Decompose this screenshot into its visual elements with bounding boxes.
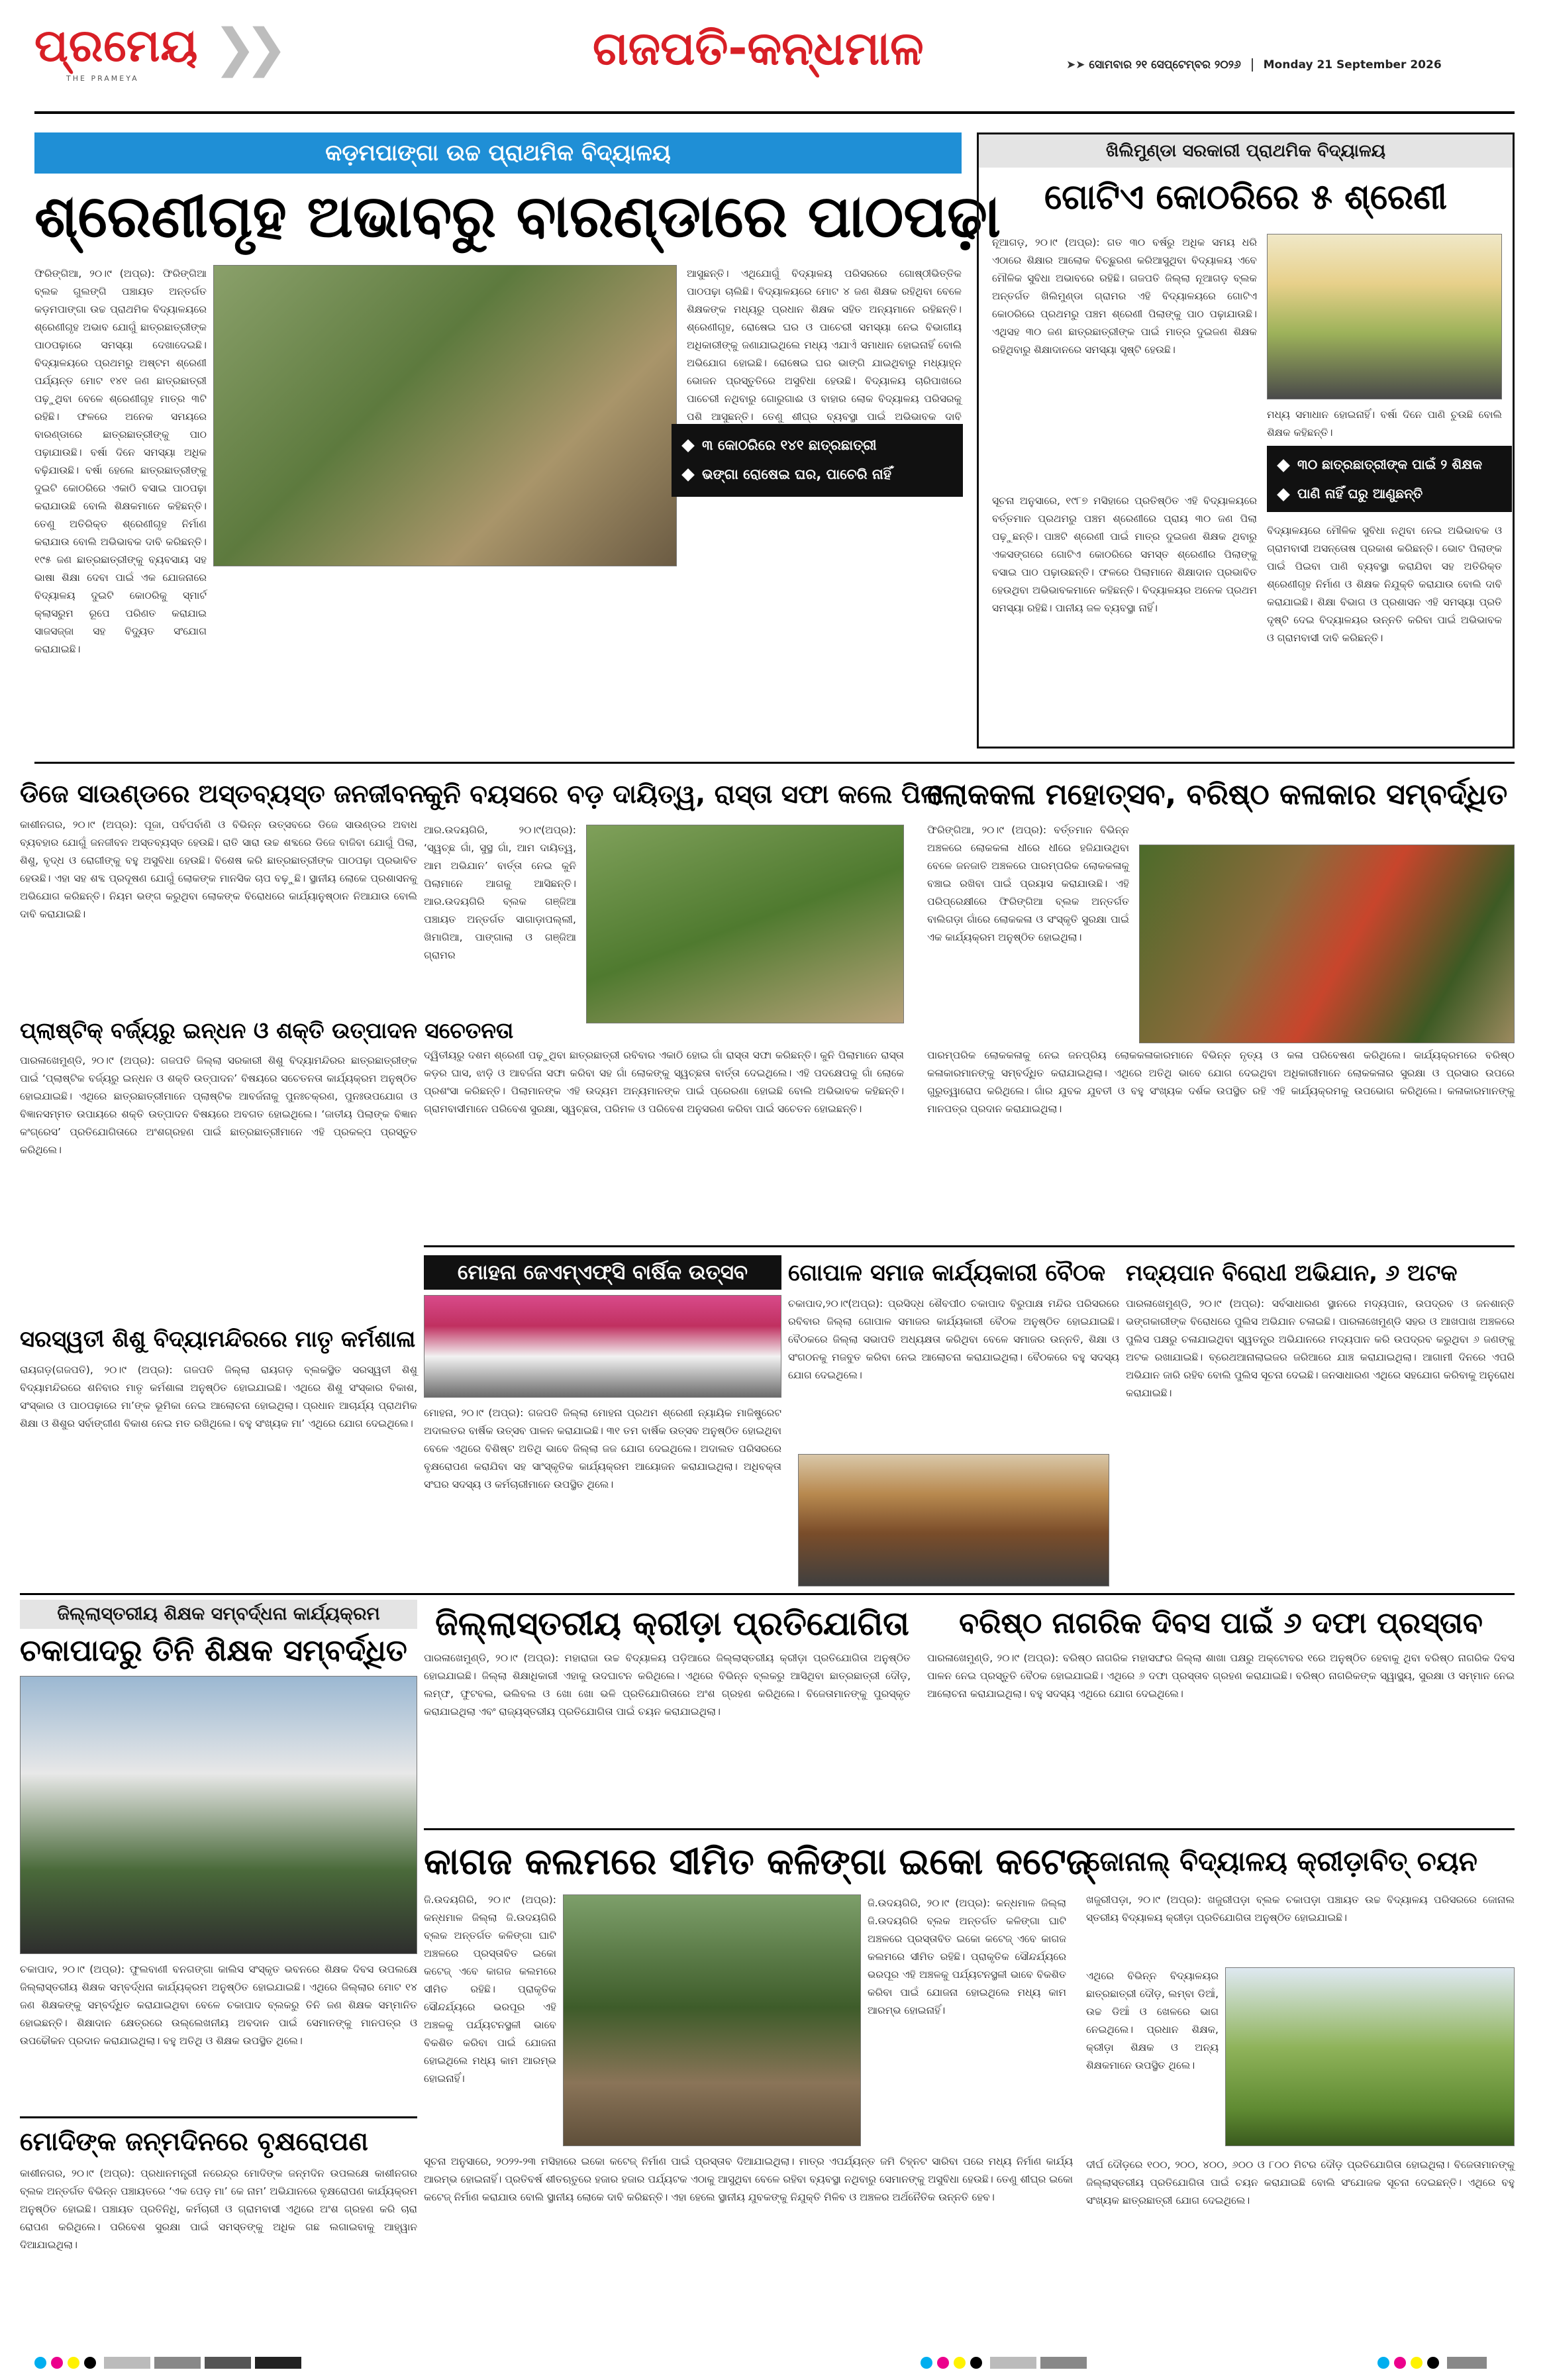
footer-registration-left [34,2357,305,2371]
lead-kicker: କଡ଼ମପାଙ୍ଗା ଉଚ୍ଚ ପ୍ରାଥମିକ ବିଦ୍ୟାଳୟ [34,132,962,174]
side-text-col1: ନୂଆଗଡ଼, ୨୦।୯ (ଅପ୍ର): ଗତ ୩୦ ବର୍ଷରୁ ଅଧିକ ସମୟ ଧରି ଏଠାରେ ଶିକ୍ଷାର ଆଲୋକ ବିଚ୍ଛୁରଣ କରିଆସୁଥିବା ବିଦ୍ୟାଳୟ ଏବେ ମୌଳିକ ସୁବିଧା ଅଭାବରେ ରହିଛି। ଗଜପତି ଜିଲ୍ଲା ନୂଆଗଡ଼ ବ୍ଲକ ଅନ୍ତର୍ଗତ ଖିଲିମୁଣ୍ଡା ଗ୍ରାମର ଏହି ବିଦ୍ୟାଳୟରେ ଗୋଟିଏ କୋଠରିରେ ପ୍ରଥମରୁ ପଞ୍ଚମ ଶ୍ରେଣୀ ପିଲାଙ୍କୁ ପାଠ ପଢ଼ାଯାଉଛି। ଏଥିସହ ୩୦ ଜଣ ଛାତ୍ରଛାତ୍ରୀଙ୍କ ପାଇଁ ମାତ୍ର ଦୁଇଜଣ ଶିକ୍ଷକ ରହିଥିବାରୁ ଶିକ୍ଷାଦାନରେ ସମସ୍ୟା ସୃଷ୍ଟି ହେଉଛି। [992,236,1257,356]
eco-cottage-text-left: ଜି.ଉଦୟଗିରି, ୨୦।୯ (ଅପ୍ର): କନ୍ଧମାଳ ଜିଲ୍ଲା ଜି.ଉଦୟଗିରି ବ୍ଲକ ଅନ୍ତର୍ଗତ କଳିଙ୍ଗା ଘାଟି ଅଞ୍ଚଳରେ ପ୍ରସ୍ତାବିତ ଇକୋ କଟେଜ୍ ଏବେ କାଗଜ କଲମରେ ସୀମିତ ରହିଛି। ପ୍ରାକୃତିକ ସୌନ୍ଦର୍ଯ୍ୟରେ ଭରପୂର ଏହି ଅଞ୍ଚଳକୁ ପର୍ଯ୍ୟଟନସ୍ଥଳୀ ଭାବେ ବିକଶିତ କରିବା ପାଇଁ ଯୋଜନା ହୋଇଥିଲେ ମଧ୍ୟ କାମ ଆରମ୍ଭ ହୋଇନାହିଁ। [424,1894,556,2085]
side-text-col3: ସୂଚନା ଅନୁସାରେ, ୧୯୮୭ ମସିହାରେ ପ୍ରତିଷ୍ଠିତ ଏହି ବିଦ୍ୟାଳୟରେ ବର୍ତ୍ତମାନ ପ୍ରଥମରୁ ପଞ୍ଚମ ଶ୍ରେଣୀରେ ପ୍ରାୟ ୩୦ ଜଣ ପିଲା ପଢ଼ୁଛନ୍ତି। ପାଞ୍ଚଟି ଶ୍ରେଣୀ ପାଇଁ ମାତ୍ର ଦୁଇଜଣ ଶିକ୍ଷକ ଥିବାରୁ ଏକସଙ୍ଗରେ ଗୋଟିଏ କୋଠରିରେ ସମସ୍ତ ଶ୍ରେଣୀର ପିଲାଙ୍କୁ ବସାଇ ପାଠ ପଢ଼ାଉଛନ୍ତି। ଫଳରେ ପିଲାମାନେ ଶିକ୍ଷାଦାନ ପ୍ରଭାବିତ ହେଉଥିବା ଅଭିଭାବକମାନେ କହିଛନ୍ତି। ବିଦ୍ୟାଳୟର ଅନେକ ପ୍ରଥମ ସମସ୍ୟା ରହିଛି। ପାନୀୟ ଜଳ ବ୍ୟବସ୍ଥା ନାହିଁ। [992,495,1257,614]
gopal-text: ଚକାପାଦ,୨୦।୯(ଅପ୍ର): ପ୍ରସିଦ୍ଧ ଶୈବପୀଠ ଚକାପାଦ ବିରୁପାକ୍ଷ ମନ୍ଦିର ପରିସରରେ ରବିବାର ଜିଲ୍ଲା ଗୋପାଳ ସମାଜର କାର୍ଯ୍ୟକାରୀ ବୈଠକ ଅନୁଷ୍ଠିତ ହୋଇଯାଇଛି। ବୈଠକରେ ଜିଲ୍ଲା ସଭାପତି ଅଧ୍ୟକ୍ଷତା କରିଥିବା ବେଳେ ସମାଜର ଉନ୍ନତି, ଶିକ୍ଷା ଓ ସଂଗଠନକୁ ମଜବୁତ କରିବା ନେଇ ଆଲୋଚନା କରାଯାଇଥିଲା। ବୈଠକରେ ବହୁ ସଦସ୍ୟ ଯୋଗ ଦେଇଥିଲେ। [788,1298,1119,1381]
eco-cottage-text-bottom: ସୂଚନା ଅନୁସାରେ, ୨୦୨୨-୨୩ ମସିହାରେ ଇକୋ କଟେଜ୍ ନିର୍ମାଣ ପାଇଁ ପ୍ରସ୍ତାବ ଦିଆଯାଇଥିଲା। ମାତ୍ର ଏପର୍ଯ୍ୟନ୍ତ ଜମି ଚିହ୍ନଟ ସାରିବା ପରେ ମଧ୍ୟ ନିର୍ମାଣ କାର୍ଯ୍ୟ ଆରମ୍ଭ ହୋଇନାହିଁ। ପ୍ରତିବର୍ଷ ଶୀତଋତୁରେ ହଜାର ହଜାର ପର୍ଯ୍ୟଟକ ଏଠାକୁ ଆସୁଥିବା ବେଳେ ରହିବା ବ୍ୟବସ୍ଥା ନଥିବାରୁ ସେମାନଙ୍କୁ ଅସୁବିଧା ହେଉଛି। ତେଣୁ ଶୀଘ୍ର ଇକୋ କଟେଜ୍ ନିର୍ମାଣ କରାଯାଉ ବୋଲି ସ୍ଥାନୀୟ ଲୋକେ ଦାବି କରିଛନ୍ତି। ଏହା ହେଲେ ସ୍ଥାନୀୟ ଯୁବକଙ୍କୁ ନିଯୁକ୍ତି ମିଳିବ ଓ ଅଞ୍ଚଳର ଅର୍ଥନୈତିକ ଉନ୍ନତି ହେବ। [424,2155,1073,2203]
tree-plant-headline: ମୋଦିଙ୍କ ଜନ୍ମଦିନରେ ବୃକ୍ଷରୋପଣ [20,2127,368,2157]
sports-headline: ଜିଲ୍ଲାସ୍ତରୀୟ କ୍ରୀଡ଼ା ପ୍ରତିଯୋଗିତା [435,1604,909,1643]
kids-clean-text-bottom: ଦ୍ୱିତୀୟରୁ ଦଶମ ଶ୍ରେଣୀ ପଢ଼ୁଥିବା ଛାତ୍ରଛାତ୍ରୀ ରବିବାର ଏକାଠି ହୋଇ ଗାଁ ରାସ୍ତା ସଫା କରିଛନ୍ତି। କୁନି ପିଲାମାନେ ରାସ୍ତା କଡ଼ର ଘାସ, ଝାଡ଼ି ଓ ଆବର୍ଜନା ସଫା କରିବା ସହ ଗାଁ ଲୋକଙ୍କୁ ସ୍ୱଚ୍ଛତା ବାର୍ତ୍ତା ଦେଇଥିଲେ। ଏହି ପଦକ୍ଷେପକୁ ଗାଁ ଲୋକେ ପ୍ରଶଂସା କରିଛନ୍ତି। ପିଲାମାନଙ୍କ ଏହି ଉଦ୍ୟମ ଅନ୍ୟମାନଙ୍କ ପାଇଁ ପ୍ରେରଣା ହୋଇଛି ବୋଲି ଅଭିଭାବକ କହିଛନ୍ତି। ଗ୍ରାମବାସୀମାନେ ପରିବେଶ ସୁରକ୍ଷା, ସ୍ୱଚ୍ଛତା, ପରିମଳ ଓ ପରିବେଶ ଅନୁସରଣ କରିବା ପାଇଁ ସଚେତନ ହୋଇଛନ୍ତି। [424,1049,904,1115]
jmfc-photo [424,1295,781,1398]
lead-highlight-1: ୩ କୋଠରିରେ ୧୪୧ ଛାତ୍ରଛାତ୍ରୀ [672,431,963,460]
masthead-rule [34,111,1515,114]
section-rule-4 [424,1828,1515,1830]
date-english: Monday 21 September 2026 [1263,58,1442,72]
teacher-photo [20,1676,417,1954]
teacher-text: ଚକାପାଦ, ୨୦।୯ (ଅପ୍ର): ଫୁଲବାଣୀ ବନଗଙ୍ଗା କାଲିସ ସଂସ୍କୃତ ଭବନରେ ଶିକ୍ଷକ ଦିବସ ଉପଲକ୍ଷେ ଜିଲ୍ଲାସ୍ତରୀୟ ଶିକ୍ଷକ ସମ୍ବର୍ଦ୍ଧନା କାର୍ଯ୍ୟକ୍ରମ ଅନୁଷ୍ଠିତ ହୋଇଯାଇଛି। ଏଥିରେ ଜିଲ୍ଲାର ମୋଟ ୧୪ ଜଣ ଶିକ୍ଷକଙ୍କୁ ସମ୍ବର୍ଦ୍ଧିତ କରାଯାଇଥିବା ବେଳେ ଚକାପାଦ ବ୍ଲକରୁ ତିନି ଜଣ ଶିକ୍ଷକ ସମ୍ମାନିତ ହୋଇଛନ୍ତି। ଶିକ୍ଷାଦାନ କ୍ଷେତ୍ରରେ ଉଲ୍ଲେଖନୀୟ ଅବଦାନ ପାଇଁ ସେମାନଙ୍କୁ ମାନପତ୍ର ଓ ଉପଢୌକନ ପ୍ରଦାନ କରାଯାଇଥିଲା। ବହୁ ଅତିଥି ଓ ଶିକ୍ଷକ ଉପସ୍ଥିତ ଥିଲେ। [20,1963,417,2047]
kids-clean-text-left: ଆର.ଉଦୟଗିରି, ୨୦।୯(ଅପ୍ର): ‘ସ୍ୱଚ୍ଛ ଗାଁ, ସୁସ୍ଥ ଗାଁ, ଆମ ଦାୟିତ୍ୱ, ଆମ ଅଭିଯାନ’ ବାର୍ତ୍ତା ନେଇ କୁନି ପିଲାମାନେ ଆଗକୁ ଆସିଛନ୍ତି। ଆର.ଉଦୟଗିରି ବ୍ଲକ ଗଞ୍ଜିଆ ପଞ୍ଚାୟତ ଅନ୍ତର୍ଗତ ସାଗାଡ଼ାପଲ୍ଲୀ, ଖିମାଗିଆ, ପାଙ୍ଗାଲା ଓ ଗଞ୍ଜିଆ ଗ୍ରାମର [424,824,576,961]
workshop-text: ରାୟଗଡ଼(ଗଜପତି), ୨୦।୯ (ଅପ୍ର): ଗଜପତି ଜିଲ୍ଲା ରାୟଗଡ଼ ବ୍ଲକସ୍ଥିତ ସରସ୍ୱତୀ ଶିଶୁ ବିଦ୍ୟାମନ୍ଦିରରେ ଶନିବାର ମାତୃ କର୍ମଶାଳା ଅନୁଷ୍ଠିତ ହୋଇଯାଇଛି। ଏଥିରେ ଶିଶୁ ସଂସ୍କାର ବିକାଶ, ସଂସ୍କାର ଓ ପାଠପଢ଼ାରେ ମା’ଙ୍କ ଭୂମିକା ନେଇ ଆଲୋଚନା ହୋଇଥିଲା। ପ୍ରଧାନ ଆଚାର୍ଯ୍ୟ ପ୍ରାଥମିକ ଶିକ୍ଷା ଓ ଶିଶୁର ସର୍ବାଙ୍ଗୀଣ ବିକାଶ ନେଇ ମତ ରଖିଥିଲେ। ବହୁ ସଂଖ୍ୟକ ମା’ ଏଥିରେ ଯୋଗ ଦେଇଥିଲେ। [20,1364,417,1429]
folk-art-text-bottom: ପାରମ୍ପରିକ ଲୋକକଳାକୁ ନେଇ ଜନପ୍ରିୟ ଲୋକକଳାକାରମାନେ ବିଭିନ୍ନ ନୃତ୍ୟ ଓ କଳା ପରିବେଷଣ କରିଥିଲେ। କାର୍ଯ୍ୟକ୍ରମରେ ବରିଷ୍ଠ କଳାକାରମାନଙ୍କୁ ସମ୍ବର୍ଦ୍ଧିତ କରାଯାଇଥିଲା। ଏଥିରେ ଅତିଥି ଭାବେ ଯୋଗ ଦେଇଥିବା ଅଧିକାରୀମାନେ ଲୋକକଳାର ସୁରକ୍ଷା ଓ ପ୍ରସାର ଉପରେ ଗୁରୁତ୍ୱାରୋପ କରିଥିଲେ। ଗାଁର ଯୁବକ ଯୁବତୀ ଓ ବହୁ ସଂଖ୍ୟକ ଦର୍ଶକ ଉପସ୍ଥିତ ରହି ଏହି କାର୍ଯ୍ୟକ୍ରମକୁ ଉପଭୋଗ କରିଥିଲେ। କଳାକାରମାନଙ୍କୁ ମାନପତ୍ର ପ୍ରଦାନ କରାଯାଇଥିଲା। [927,1049,1515,1115]
gopal-headline: ଗୋପାଳ ସମାଜ କାର୍ଯ୍ୟକାରୀ ବୈଠକ [788,1260,1106,1286]
zonal-sports-photo [1225,1967,1515,2146]
liquor-text: ପାରଳାଖେମୁଣ୍ଡି, ୨୦।୯ (ଅପ୍ର): ସର୍ବସାଧାରଣ ସ୍ଥାନରେ ମଦ୍ୟପାନ, ଉପଦ୍ରବ ଓ ଜନଶାନ୍ତି ଭଙ୍ଗକାରୀଙ୍କ ବିରୋଧରେ ପୁଲିସ ଅଭିଯାନ ଚଳାଇଛି। ପାରଳାଖେମୁଣ୍ଡି ସହର ଓ ଆଖପାଖ ଅଞ୍ଚଳରେ ପୁଲିସ ପକ୍ଷରୁ ଚଳାଯାଇଥିବା ସ୍ୱତନ୍ତ୍ର ଅଭିଯାନରେ ମଦ୍ୟପାନ କରି ଉପଦ୍ରବ କରୁଥିବା ୬ ଜଣଙ୍କୁ ଅଟକ ରଖାଯାଇଛି। ବ୍ରେଥଆନାଲାଇଜର ଜରିଆରେ ଯାଞ୍ଚ କରାଯାଇଥିଲା। ଆଗାମୀ ଦିନରେ ଏପରି ଅଭିଯାନ ଜାରି ରହିବ ବୋଲି ପୁଲିସ ସୂଚନା ଦେଇଛି। ଜନସାଧାରଣ ଏଥିରେ ସହଯୋଗ କରିବାକୁ ଅନୁରୋଧ କରାଯାଇଛି। [1126,1298,1515,1399]
masthead-region: ଗଜପତି-କନ୍ଧମାଳ [593,21,924,76]
masthead-logo-sub: THE PRAMEYA [66,74,139,83]
masthead [0,0,1549,123]
side-text-col2: ମଧ୍ୟ ସମାଧାନ ହୋଇନାହିଁ। ବର୍ଷା ଦିନେ ପାଣି ଚୁଉଛି ବୋଲି ଶିକ୍ଷକ କହିଛନ୍ତି। [1267,409,1502,439]
footer-registration-right [1377,2357,1491,2371]
kids-clean-photo [586,825,904,1023]
liquor-headline: ମଦ୍ୟପାନ ବିରୋଧୀ ଅଭିଯାନ, ୬ ଅଟକ [1126,1260,1458,1286]
folk-art-photo [1139,845,1515,1043]
plastic-headline: ପ୍ଲାଷ୍ଟିକ୍ ବର୍ଜ୍ୟରୁ ଇନ୍ଧନ ଓ ଶକ୍ତି ଉତ୍ପାଦନ ସଚେତନତା [20,1017,514,1043]
lead-story [34,132,1001,749]
dj-sound-headline: ଡିଜେ ସାଉଣ୍ଡରେ ଅସ୍ତବ୍ୟସ୍ତ ଜନଜୀବନ [20,779,426,808]
zonal-sports-text-left: ଏଥିରେ ବିଭିନ୍ନ ବିଦ୍ୟାଳୟର ଛାତ୍ରଛାତ୍ରୀ ଦୌଡ଼, ଲମ୍ବା ଡିଆଁ, ଉଚ୍ଚ ଡିଆଁ ଓ ଖେଳରେ ଭାଗ ନେଇଥିଲେ। ପ୍ରଧାନ ଶିକ୍ଷକ, କ୍ରୀଡ଼ା ଶିକ୍ଷକ ଓ ଅନ୍ୟ ଶିକ୍ଷକମାନେ ଉପସ୍ଥିତ ଥିଲେ। [1086,1970,1219,2071]
teacher-headline: ଚକାପାଦରୁ ତିନି ଶିକ୍ଷକ ସମ୍ବର୍ଦ୍ଧିତ [20,1633,407,1668]
masthead-date [1066,58,1442,72]
side-highlights [1267,446,1512,512]
sports-text: ପାରଳାଖେମୁଣ୍ଡି, ୨୦।୯ (ଅପ୍ର): ମହାରାଜା ଉଚ୍ଚ ବିଦ୍ୟାଳୟ ପଡ଼ିଆରେ ଜିଲ୍ଲାସ୍ତରୀୟ କ୍ରୀଡ଼ା ପ୍ରତିଯୋଗିତା ଅନୁଷ୍ଠିତ ହୋଇଯାଇଛି। ଜିଲ୍ଲା ଶିକ୍ଷାଧିକାରୀ ଏହାକୁ ଉଦଘାଟନ କରିଥିଲେ। ଏଥିରେ ବିଭିନ୍ନ ବ୍ଲକରୁ ଆସିଥିବା ଛାତ୍ରଛାତ୍ରୀ ଦୌଡ଼, ଲମ୍ଫ, ଫୁଟବଲ, ଭଲିବଲ ଓ ଖୋ ଖୋ ଭଳି ପ୍ରତିଯୋଗିତାରେ ଅଂଶ ଗ୍ରହଣ କରିଥିଲେ। ବିଜେତାମାନଙ୍କୁ ପୁରସ୍କୃତ କରାଯାଇଥିଲା ଏବଂ ରାଜ୍ୟସ୍ତରୀୟ ପ୍ରତିଯୋଗିତା ପାଇଁ ଚୟନ କରାଯାଇଥିଲା। [424,1652,911,1718]
lead-text-col1: ଫିରିଙ୍ଗିଆ, ୨୦।୯ (ଅପ୍ର): ଫିରିଙ୍ଗିଆ ବ୍ଲକ ଗୁଲଙ୍ଗି ପଞ୍ଚାୟତ ଅନ୍ତର୍ଗତ କଡ଼ମପାଙ୍ଗା ଉଚ୍ଚ ପ୍ରାଥମିକ ବିଦ୍ୟାଳୟରେ ଶ୍ରେଣୀଗୃହ ଅଭାବ ଯୋଗୁଁ ଛାତ୍ରଛାତ୍ରୀଙ୍କ ପାଠପଢ଼ାରେ ସମସ୍ୟା ଦେଖାଦେଇଛି। ବିଦ୍ୟାଳୟରେ ପ୍ରଥମରୁ ଅଷ୍ଟମ ଶ୍ରେଣୀ ପର୍ଯ୍ୟନ୍ତ ମୋଟ ୧୪୧ ଜଣ ଛାତ୍ରଛାତ୍ରୀ ପଢ଼ୁଥିବା ବେଳେ ଶ୍ରେଣୀଗୃହ ମାତ୍ର ୩ଟି ରହିଛି। ଫଳରେ ଅନେକ ସମୟରେ ବାରଣ୍ଡାରେ ଛାତ୍ରଛାତ୍ରୀଙ୍କୁ ପାଠ ପଢ଼ାଯାଉଛି। ବର୍ଷା ଦିନେ ସମସ୍ୟା ଅଧିକ ବଢ଼ିଯାଉଛି। ବର୍ଷା ହେଲେ ଛାତ୍ରଛାତ୍ରୀଙ୍କୁ ଦୁଇଟି କୋଠରିରେ ଏକାଠି ବସାଇ ପାଠପଢ଼ା କରାଯାଉଛି ବୋଲି ଶିକ୍ଷକମାନେ କହିଛନ୍ତି। ତେଣୁ ଅତିରିକ୍ତ ଶ୍ରେଣୀଗୃହ ନିର୍ମାଣ କରାଯାଉ ବୋଲି ଅଭିଭାବକ ଦାବି କରିଛନ୍ତି। ୧୯୫ ଜଣ ଛାତ୍ରଛାତ୍ରୀଙ୍କୁ ବ୍ୟବସାୟ ସହ ଭାଷା ଶିକ୍ଷା ଦେବା ପାଇଁ ଏକ ଯୋଜନାରେ ବିଦ୍ୟାଳୟ ଦୁଇଟି କୋଠରିକୁ ସ୍ମାର୍ଟ କ୍ଲାସରୁମ ରୂପେ ପରିଣତ କରାଯାଇ ସାଜସଜ୍ଜା ସହ ବିଦ୍ୟୁତ ସଂଯୋଗ କରାଯାଇଛି। [34,268,207,655]
senior-citizen-text: ପାରଳାଖେମୁଣ୍ଡି, ୨୦।୯ (ଅପ୍ର): ବରିଷ୍ଠ ନାଗରିକ ମହାସଙ୍ଘର ଜିଲ୍ଲା ଶାଖା ପକ୍ଷରୁ ଅକ୍ଟୋବର ୧ରେ ଅନୁଷ୍ଠିତ ହେବାକୁ ଥିବା ବରିଷ୍ଠ ନାଗରିକ ଦିବସ ପାଳନ ନେଇ ପ୍ରସ୍ତୁତି ବୈଠକ ହୋଇଯାଇଛି। ଏଥିରେ ୬ ଦଫା ପ୍ରସ୍ତାବ ଗ୍ରହଣ କରାଯାଇଛି। ବରିଷ୍ଠ ନାଗରିକଙ୍କ ସ୍ୱାସ୍ଥ୍ୟ, ସୁରକ୍ଷା ଓ ସମ୍ମାନ ନେଇ ଆଲୋଚନା କରାଯାଇଥିଲା। ବହୁ ସଦସ୍ୟ ଏଥିରେ ଯୋଗ ଦେଇଥିଲେ। [927,1652,1515,1700]
folk-art-headline: ଲୋକକଳା ମହୋତ୍ସବ, ବରିଷ୍ଠ କଳାକାର ସମ୍ବର୍ଦ୍ଧିତ [927,778,1508,811]
jmfc-text: ମୋହନା, ୨୦।୯ (ଅପ୍ର): ଗଜପତି ଜିଲ୍ଲା ମୋହନା ପ୍ରଥମ ଶ୍ରେଣୀ ନ୍ୟାୟିକ ମାଜିଷ୍ଟ୍ରେଟ ଅଦାଲତର ବାର୍ଷିକ ଉତ୍ସବ ପାଳନ କରାଯାଇଛି। ୩୧ ତମ ବାର୍ଷିକ ଉତ୍ସବ ଅନୁଷ୍ଠିତ ହୋଇଥିବା ବେଳେ ଏଥିରେ ବିଶିଷ୍ଟ ଅତିଥି ଭାବେ ଜିଲ୍ଲା ଜଜ ଯୋଗ ଦେଇଥିଲେ। ଅଦାଲତ ପରିସରରେ ବୃକ୍ଷରୋପଣ କରାଯିବା ସହ ସାଂସ୍କୃତିକ କାର୍ଯ୍ୟକ୍ରମ ଆୟୋଜନ କରାଯାଇଥିଲା। ଅଧିବକ୍ତା ସଂଘର ସଦସ୍ୟ ଓ କର୍ମଚାରୀମାନେ ଉପସ୍ଥିତ ଥିଲେ। [424,1407,781,1490]
dj-sound-text: କାଶୀନଗର, ୨୦।୯ (ଅପ୍ର): ପୂଜା, ପର୍ବପର୍ବାଣି ଓ ବିଭିନ୍ନ ଉତ୍ସବରେ ଡିଜେ ସାଉଣ୍ଡର ଅବାଧ ବ୍ୟବହାର ଯୋଗୁଁ ଜନଜୀବନ ଅସ୍ତବ୍ୟସ୍ତ ହେଉଛି। ରାତି ସାରା ଉଚ୍ଚ ଶବ୍ଦରେ ଡିଜେ ବାଜିବା ଯୋଗୁଁ ପିଲା, ଶିଶୁ, ବୃଦ୍ଧ ଓ ରୋଗୀଙ୍କୁ ବହୁ ଅସୁବିଧା ହେଉଛି। ବିଶେଷ କରି ଛାତ୍ରଛାତ୍ରୀଙ୍କ ପାଠପଢ଼ା ପ୍ରଭାବିତ ହେଉଛି। ଏହା ସହ ଶବ୍ଦ ପ୍ରଦୂଷଣ ଯୋଗୁଁ ଲୋକଙ୍କ ମାନସିକ ଚାପ ବଢ଼ୁଛି। ସ୍ଥାନୀୟ ଲୋକେ ପ୍ରଶାସନକୁ ଅଭିଯୋଗ କରିଛନ୍ତି। ନିୟମ ଭଙ୍ଗ କରୁଥିବା ଲୋକଙ୍କ ବିରୋଧରେ କାର୍ଯ୍ୟାନୁଷ୍ଠାନ ନିଆଯାଉ ବୋଲି ଦାବି କରାଯାଇଛି। [20,819,417,920]
side-kicker: ଖିଲିମୁଣ୍ଡା ସରକାରୀ ପ୍ରାଥମିକ ବିଦ୍ୟାଳୟ [979,134,1513,168]
footer-registration-center [921,2357,1091,2371]
section-rule-5 [20,2116,417,2118]
side-headline: ଗୋଟିଏ କୋଠରିରେ ୫ ଶ୍ରେଣୀ [1044,178,1447,217]
lead-photo-classroom [213,265,677,566]
zonal-sports-text-bottom: ଦୀର୍ଘ ଦୌଡ଼ରେ ୧୦୦, ୨୦୦, ୪୦୦, ୬୦୦ ଓ ୮୦୦ ମିଟର ଦୌଡ଼ ପ୍ରତିଯୋଗିତା ହୋଇଥିଲା। ବିଜେତାମାନଙ୍କୁ ଜିଲ୍ଲାସ୍ତରୀୟ ପ୍ରତିଯୋଗିତା ପାଇଁ ଚୟନ କରାଯାଇଛି ବୋଲି ସଂଯୋଜକ ସୂଚନା ଦେଇଛନ୍ତି। ଏଥିରେ ବହୁ ସଂଖ୍ୟକ ଛାତ୍ରଛାତ୍ରୀ ଯୋଗ ଦେଇଥିଲେ। [1086,2159,1515,2206]
eco-cottage-text-right: ଜି.ଉଦୟଗିରି, ୨୦।୯ (ଅପ୍ର): କନ୍ଧମାଳ ଜିଲ୍ଲା ଜି.ଉଦୟଗିରି ବ୍ଲକ ଅନ୍ତର୍ଗତ କଳିଙ୍ଗା ଘାଟି ଅଞ୍ଚଳରେ ପ୍ରସ୍ତାବିତ ଇକୋ କଟେଜ୍ ଏବେ କାଗଜ କଲମରେ ସୀମିତ ରହିଛି। ପ୍ରାକୃତିକ ସୌନ୍ଦର୍ଯ୍ୟରେ ଭରପୂର ଏହି ଅଞ୍ଚଳକୁ ପର୍ଯ୍ୟଟନସ୍ଥଳୀ ଭାବେ ବିକଶିତ କରିବା ପାଇଁ ଯୋଜନା ହୋଇଥିଲେ ମଧ୍ୟ କାମ ଆରମ୍ଭ ହୋଇନାହିଁ। [868,1897,1066,2016]
side-story [977,132,1515,749]
workshop-headline: ସରସ୍ୱତୀ ଶିଶୁ ବିଦ୍ୟାମନ୍ଦିରରେ ମାତୃ କର୍ମଶାଳା [20,1326,416,1353]
side-text-col4: ବିଦ୍ୟାଳୟରେ ମୌଳିକ ସୁବିଧା ନଥିବା ନେଇ ଅଭିଭାବକ ଓ ଗ୍ରାମବାସୀ ଅସନ୍ତୋଷ ପ୍ରକାଶ କରିଛନ୍ତି। ଭୋଟ ପିଲାଙ୍କ ପାଇଁ ପିଇବା ପାଣି ବ୍ୟବସ୍ଥା କରାଯିବା ସହ ଅତିରିକ୍ତ ଶ୍ରେଣୀଗୃହ ନିର୍ମାଣ ଓ ଶିକ୍ଷକ ନିଯୁକ୍ତି କରାଯାଉ ବୋଲି ଦାବି କରାଯାଇଛି। ଶିକ୍ଷା ବିଭାଗ ଓ ପ୍ରଶାସନ ଏହି ସମସ୍ୟା ପ୍ରତି ଦୃଷ୍ଟି ଦେଇ ବିଦ୍ୟାଳୟର ଉନ୍ନତି କରିବା ପାଇଁ ଅଭିଭାବକ ଓ ଗ୍ରାମବାସୀ ଦାବି କରିଛନ୍ତି। [1267,525,1502,644]
eco-cottage-headline: କାଗଜ କଲମରେ ସୀମିତ କଳିଙ୍ଗା ଇକୋ କଟେଜ୍ [424,1840,1091,1883]
eco-cottage-photo [563,1894,861,2146]
section-rule-2 [424,1245,1515,1247]
section-rule-1 [34,762,1515,764]
kids-clean-headline: କୁନି ବୟସରେ ବଡ଼ ଦାୟିତ୍ୱ, ରାସ୍ତା ସଫା କଲେ ପିଲା [424,780,944,809]
section-rule-3 [20,1593,1515,1595]
folk-art-text-left: ଫିରିଙ୍ଗିଆ, ୨୦।୯ (ଅପ୍ର): ବର୍ତ୍ତମାନ ବିଭିନ୍ନ ଅଞ୍ଚଳରେ ଲୋକକଳା ଧୀରେ ଧୀରେ ହଜିଯାଉଥିବା ବେଳେ ଜନଜାତି ଅଞ୍ଚଳରେ ପାରମ୍ପରିକ ଲୋକକଳାକୁ ବଞ୍ଚାଇ ରଖିବା ପାଇଁ ପ୍ରୟାସ କରାଯାଉଛି। ଏହି ପରିପ୍ରେକ୍ଷୀରେ ଫିରିଙ୍ଗିଆ ବ୍ଲକ ଅନ୍ତର୍ଗତ ବାଲିଗଡ଼ା ଗାଁରେ ଲୋକକଳା ଓ ସଂସ୍କୃତି ସୁରକ୍ଷା ପାଇଁ ଏକ କାର୍ଯ୍ୟକ୍ରମ ଅନୁଷ୍ଠିତ ହୋଇଥିଲା। [927,824,1129,943]
gopal-photo [798,1454,1109,1586]
chevron-arrows-icon: ❯❯ [213,19,276,78]
lead-headline: ଶ୍ରେଣୀଗୃହ ଅଭାବରୁ ବାରଣ୍ଡାରେ ପାଠପଢ଼ା [34,182,1001,250]
senior-citizen-headline: ବରିଷ୍ଠ ନାଗରିକ ଦିବସ ପାଇଁ ୬ ଦଫା ପ୍ରସ୍ତାବ [959,1606,1483,1640]
date-odia: ସୋମବାର ୨୧ ସେପ୍ଟେମ୍ବର ୨୦୨୬ [1089,58,1241,72]
lead-text-col2: ଆସୁଛନ୍ତି। ଏଥିଯୋଗୁଁ ବିଦ୍ୟାଳୟ ପରିସରରେ ଗୋଷ୍ଠୀଭିତ୍ତିକ ପାଠପଢ଼ା ଚାଲିଛି। ବିଦ୍ୟାଳୟରେ ମୋଟ ୪ ଜଣ ଶିକ୍ଷକ ରହିଥିବା ବେଳେ ଶିକ୍ଷକଙ୍କ ମଧ୍ୟରୁ ପ୍ରଧାନ ଶିକ୍ଷକ ସହିତ ଅନ୍ୟମାନେ ରହିଛନ୍ତି। ଶ୍ରେଣୀଗୃହ, ରୋଷେଇ ଘର ଓ ପାଚେରୀ ସମସ୍ୟା ନେଇ ବିଭାଗୀୟ ଅଧିକାରୀଙ୍କୁ ଜଣାଯାଇଥିଲେ ମଧ୍ୟ ଏଯାଏଁ ସମାଧାନ ହୋଇନାହିଁ ବୋଲି ଅଭିଯୋଗ ହୋଇଛି। ରୋଷେଇ ଘର ଭାଙ୍ଗି ଯାଇଥିବାରୁ ମଧ୍ୟାହ୍ନ ଭୋଜନ ପ୍ରସ୍ତୁତିରେ ଅସୁବିଧା ହେଉଛି। ବିଦ୍ୟାଳୟ ଚାରିପାଖରେ ପାଚେରୀ ନଥିବାରୁ ଗୋରୁଗାଈ ଓ ବାହାର ଲୋକ ବିଦ୍ୟାଳୟ ପରିସରକୁ ପଶି ଆସୁଛନ୍ତି। ତେଣୁ ଶୀଘ୍ର ବ୍ୟବସ୍ଥା ପାଇଁ ଅଭିଭାବକ ଦାବି [687,268,962,423]
zonal-sports-text-top: ଖଜୁରୀପଡ଼ା, ୨୦।୯ (ଅପ୍ର): ଖଜୁରୀପଡ଼ା ବ୍ଲକ ଚକାପଡ଼ା ପଞ୍ଚାୟତ ଉଚ୍ଚ ବିଦ୍ୟାଳୟ ପରିସରରେ ଜୋନାଲ ସ୍ତରୀୟ ବିଦ୍ୟାଳୟ କ୍ରୀଡ଼ା ପ୍ରତିଯୋଗିତା ଅନୁଷ୍ଠିତ ହୋଇଯାଇଛି। [1086,1894,1515,1924]
lead-highlight-2: ଭଙ୍ଗା ରୋଷେଇ ଘର, ପାଚେରି ନାହିଁ [672,460,963,489]
lead-highlights [672,424,963,497]
side-highlight-2: ପାଣି ନାହିଁ ଘରୁ ଆଣୁଛନ୍ତି [1267,479,1512,508]
zonal-sports-headline: ଜୋନାଲ୍ ବିଦ୍ୟାଳୟ କ୍ରୀଡ଼ାବିତ୍ ଚୟନ [1086,1845,1477,1877]
plastic-text: ପାରଳାଖେମୁଣ୍ଡି, ୨୦।୯ (ଅପ୍ର): ଗଜପତି ଜିଲ୍ଲା ସରକାରୀ ଶିଶୁ ବିଦ୍ୟାମନ୍ଦିରର ଛାତ୍ରଛାତ୍ରୀଙ୍କ ପାଇଁ ‘ପ୍ଲାଷ୍ଟିକ ବର୍ଜ୍ୟରୁ ଇନ୍ଧନ ଓ ଶକ୍ତି ଉତ୍ପାଦନ’ ବିଷୟରେ ସଚେତନତା କାର୍ଯ୍ୟକ୍ରମ ଅନୁଷ୍ଠିତ ହୋଇଯାଇଛି। ଏଥିରେ ଛାତ୍ରଛାତ୍ରୀମାନେ ପ୍ଲାଷ୍ଟିକ ଆବର୍ଜନାକୁ ପୁନଃଚକ୍ରଣ, ପୁନଃଉପଯୋଗ ଓ ବିଜ୍ଞାନସମ୍ମତ ଉପାୟରେ ଶକ୍ତି ଉତ୍ପାଦନ ବିଷୟରେ ଅବଗତ ହୋଇଥିଲେ। ‘ଜାତୀୟ ପିଲାଙ୍କ ବିଜ୍ଞାନ କଂଗ୍ରେସ’ ପ୍ରତିଯୋଗିତାରେ ଅଂଶଗ୍ରହଣ ପାଇଁ ଛାତ୍ରଛାତ୍ରୀମାନେ ଏହି ପ୍ରକଳ୍ପ ପ୍ରସ୍ତୁତ କରିଥିଲେ। [20,1055,417,1156]
jmfc-headline: ମୋହନା ଜେଏମ୍ଏଫ୍‌ସି ବାର୍ଷିକ ଉତ୍ସବ [424,1255,781,1290]
play-arrows-icon: ➤➤ [1066,58,1085,72]
tree-plant-text: କାଶୀନଗର, ୨୦।୯ (ଅପ୍ର): ପ୍ରଧାନମନ୍ତ୍ରୀ ନରେନ୍ଦ୍ର ମୋଦିଙ୍କ ଜନ୍ମଦିନ ଉପଲକ୍ଷେ କାଶୀନଗର ବ୍ଲକ ଅନ୍ତର୍ଗତ ବିଭିନ୍ନ ପଞ୍ଚାୟତରେ ‘ଏକ ପେଡ଼ ମା’ କେ ନାମ’ ଅଭିଯାନରେ ବୃକ୍ଷରୋପଣ କାର୍ଯ୍ୟକ୍ରମ ଅନୁଷ୍ଠିତ ହୋଇଛି। ପଞ୍ଚାୟତ ପ୍ରତିନିଧି, କର୍ମଚାରୀ ଓ ଗ୍ରାମବାସୀ ଏଥିରେ ଅଂଶ ଗ୍ରହଣ କରି ଚାରା ରୋପଣ କରିଥିଲେ। ପରିବେଶ ସୁରକ୍ଷା ପାଇଁ ସମସ୍ତଙ୍କୁ ଅଧିକ ଗଛ ଲଗାଇବାକୁ ଆହ୍ୱାନ ଦିଆଯାଇଥିଲା। [20,2167,417,2251]
side-photo-school [1267,234,1502,399]
teacher-kicker: ଜିଲ୍ଲାସ୍ତରୀୟ ଶିକ୍ଷକ ସମ୍ବର୍ଦ୍ଧନା କାର୍ଯ୍ୟକ୍ରମ [20,1600,417,1629]
masthead-logo: ପ୍ରମେୟ [34,20,199,72]
side-highlight-1: ୩୦ ଛାତ୍ରଛାତ୍ରୀଙ୍କ ପାଇଁ ୨ ଶିକ୍ଷକ [1267,450,1512,479]
